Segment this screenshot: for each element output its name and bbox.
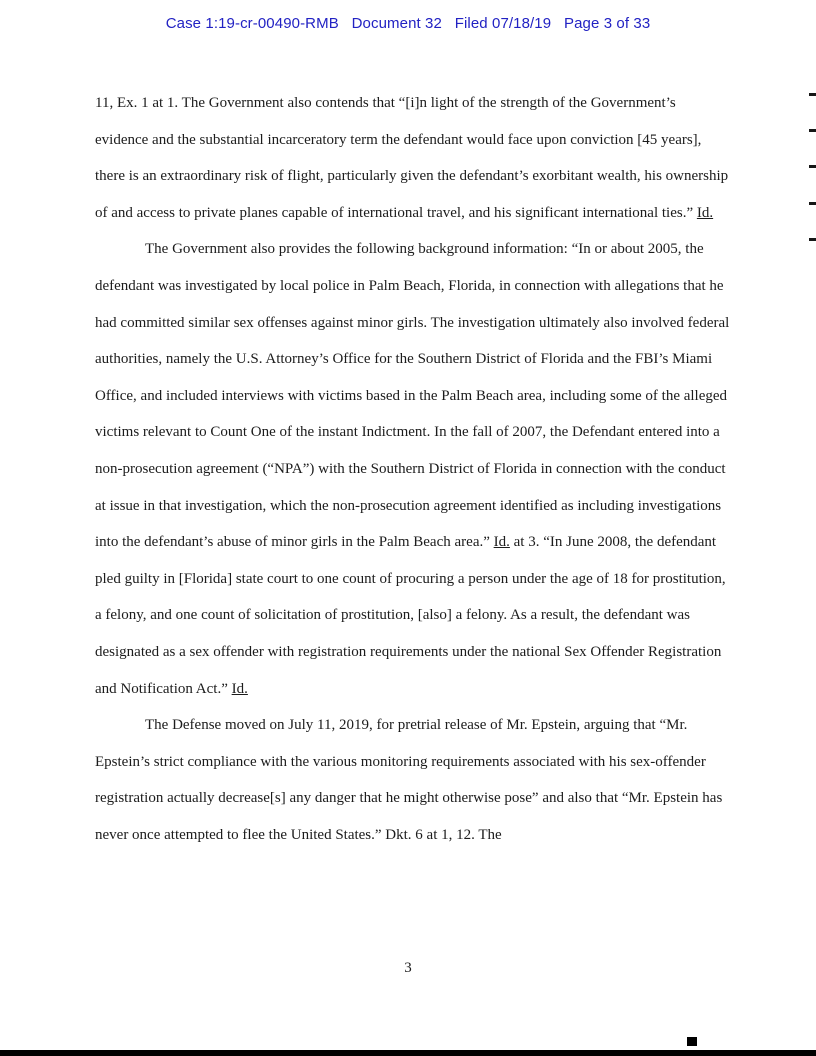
- paragraph: [95, 707, 731, 853]
- ecf-header-stamp: Case 1:19-cr-00490-RMB Document 32 Filed 07/18/19 Page 3 of 33: [165, 15, 651, 32]
- body-text: 11, Ex. 1 at 1. The Government also contends that “[i]n light of the strength of the Government’s evidence and the substantial incarceratory term the defendant would face upon conviction [45 years], there is an extraordinary risk of flight, particularly given the defendant’s exorbitant wealth, his ownership of and access to private planes capable of international travel, and his significant international ties.”: [95, 95, 729, 221]
- scan-tick-mark: [809, 238, 816, 241]
- citation-id: Id.: [493, 534, 510, 551]
- scan-tick-mark: [809, 165, 816, 168]
- citation-id: Id.: [231, 680, 248, 697]
- scan-blob-artifact: [687, 1037, 697, 1046]
- scan-tick-mark: [809, 129, 816, 132]
- scan-tick-mark: [809, 202, 816, 205]
- page-number: 3: [404, 960, 412, 976]
- document-body: [95, 85, 731, 853]
- paragraph: [95, 231, 731, 707]
- paragraph: [95, 85, 731, 231]
- body-text: at 3. “In June 2008, the defendant pled guilty in [Florida] state court to one count of procuring a person under the age of 18 for prostitution, a felony, and one count of solicitation of prostitution, [also] a felony. As a result, the defendant was designated as a sex offender with registration requirements under the national Sex Offender Registration and Notification Act.”: [95, 534, 726, 697]
- citation-id: Id.: [696, 204, 714, 221]
- body-text: The Government also provides the following background information: “In or about 2005, the defendant was investigated by local police in Palm Beach, Florida, in connection with allegations that he had committed similar sex offenses against minor girls. The investigation ultimately also involved federal authorities, namely the U.S. Attorney’s Office for the Southern District of Florida and the FBI’s Miami Office, and included interviews with victims based in the Palm Beach area, including some of the alleged victims relevant to Count One of the instant Indictment. In the fall of 2007, the Defendant entered into a non-prosecution agreement (“NPA”) with the Southern District of Florida in connection with the conduct at issue in that investigation, which the non-prosecution agreement identified as including investigations into the defendant’s abuse of minor girls in the Palm Beach area.”: [95, 241, 730, 551]
- body-text: The Defense moved on July 11, 2019, for pretrial release of Mr. Epstein, arguing that “Mr. Epstein’s strict compliance with the various monitoring requirements associated with his sex-offender registration actually decrease[s] any danger that he might otherwise pose” and also that “Mr. Epstein has never once attempted to flee the United States.” Dkt. 6 at 1, 12. The: [95, 717, 723, 843]
- scan-tick-mark: [809, 93, 816, 96]
- scan-bottom-bar: [0, 1050, 816, 1056]
